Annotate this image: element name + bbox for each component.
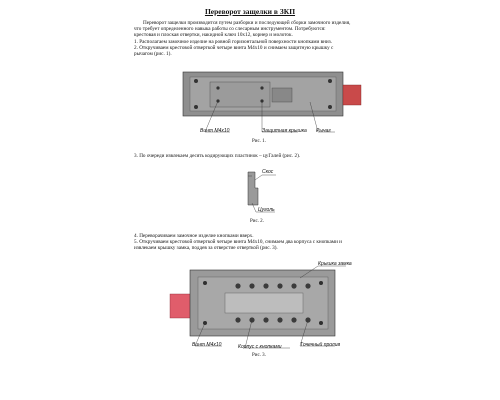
figure-2-plate — [248, 172, 258, 205]
figure-3-lock — [170, 270, 335, 336]
figure-1-caption: Рис. 1. — [252, 139, 266, 144]
figure-1-label-cover: Защитная крышка — [262, 128, 307, 134]
page-title: Переворот защелки в ЗКП — [204, 7, 296, 16]
intro-line-1: Переворот защелки производится путем разборки и последующей сборки замочного изделия, — [143, 20, 351, 26]
figure-1-label-lever: Рычаг — [316, 128, 331, 134]
figure-2-caption: Рис. 2. — [250, 219, 264, 224]
step-5-cont: извлекаем крышку замка, поддев за отверстие отверткой (рис. 3). — [134, 245, 278, 251]
figure-3-caption: Рис. 3. — [252, 353, 266, 358]
figure-1-lock — [183, 72, 361, 116]
intro-line-3: крестовая и плоская отвертки, накидной ключ 10х12, корнер и молоток. — [134, 32, 293, 38]
step-3: 3. По очереди извлекаем десять кодирующих пластинок – цуГалей (рис. 2). — [134, 153, 301, 159]
figure-3-label-screws: Винт М4х10 — [192, 342, 222, 348]
figure-1-label-screws: Винт М4х10 — [200, 128, 230, 134]
figure-2-label-plate: Цуголь — [258, 207, 275, 213]
step-1: 1. Располагаем замочное изделие на ровной горизонтальной поверхности кнопками вниз. — [134, 39, 332, 45]
intro-line-2: что требует определенного навыка работы со слесарным инструментом. Потребуются: — [134, 26, 326, 32]
figure-2-label-cut: Скос — [262, 169, 274, 175]
figure-3-label-slot: Точечный пролив — [300, 342, 341, 348]
figure-3-label-body: Корпус с кнопками — [238, 344, 282, 350]
step-5: 5. Откручиваем крестовой отверткой четыре винта М4х10, снимаем два корпуса с кнопками и — [134, 239, 342, 245]
step-4: 4. Переворачиваем замочное изделие кнопками вверх. — [134, 233, 254, 239]
figure-3-label-lid: Крышка замка — [318, 261, 352, 267]
step-2-cont: рычагом (рис. 1). — [134, 51, 172, 57]
step-2: 2. Откручиваем крестовой отверткой четыре винта М4х10 и снимаем защитную крышку с — [134, 45, 334, 51]
